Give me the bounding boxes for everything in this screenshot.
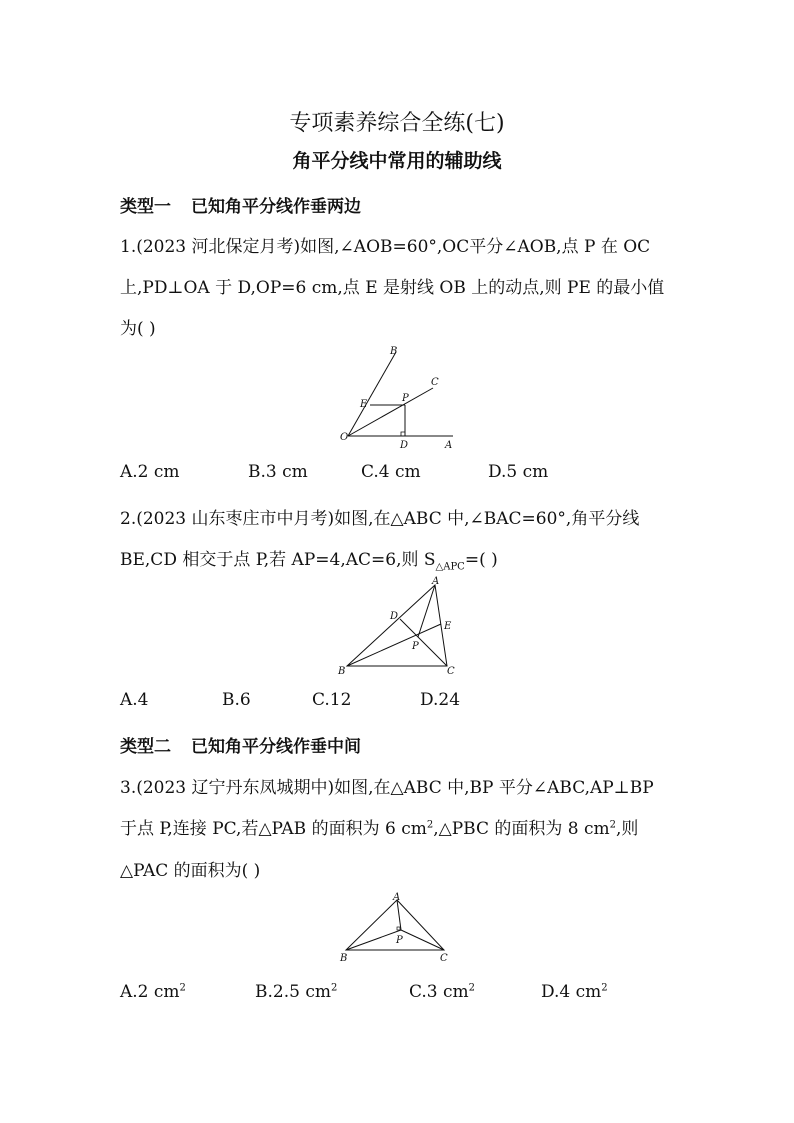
label-E: E <box>360 399 368 410</box>
q3-option-c-text: C.3 cm <box>409 982 469 1002</box>
q2-figure <box>334 574 464 680</box>
label-C: C <box>431 377 439 388</box>
q3-option-b[interactable] <box>255 982 337 1002</box>
q3-line-2-text: 于点 P,连接 PC,若△PAB 的面积为 6 cm <box>120 819 427 839</box>
q2-option-d[interactable]: D.24 <box>420 690 461 710</box>
label-C: C <box>440 953 448 964</box>
q2-option-a[interactable]: A.4 <box>120 690 149 710</box>
label-B: B <box>390 346 398 357</box>
q2-option-c[interactable]: C.12 <box>312 690 352 710</box>
q3-line-2-end: ,则 <box>616 819 639 839</box>
label-E: E <box>444 621 452 632</box>
q3-option-a[interactable] <box>120 982 186 1002</box>
segment-PC <box>401 930 444 950</box>
q3-line-3: △PAC 的面积为( ) <box>120 861 261 881</box>
q3-option-c-sup: 2 <box>468 982 476 994</box>
q1-option-c[interactable]: C.4 cm <box>361 462 421 482</box>
triangle-ABC <box>346 900 444 950</box>
label-D: D <box>390 611 399 622</box>
right-angle-mark <box>397 927 400 930</box>
triangle-ABC <box>347 585 447 666</box>
q1-option-d[interactable]: D.5 cm <box>488 462 549 482</box>
label-P: P <box>402 393 409 404</box>
ray-OB <box>348 352 396 436</box>
q2-line-2-end: =( ) <box>464 550 498 570</box>
q1-line-3: 为( ) <box>120 319 156 339</box>
q3-line-2 <box>120 814 638 839</box>
q3-option-d-sup: 2 <box>601 982 608 994</box>
bisector-BE <box>347 624 441 666</box>
label-B: B <box>338 666 346 677</box>
label-B: B <box>340 953 348 964</box>
page-subtitle: 角平分线中常用的辅助线 <box>292 150 502 172</box>
label-O: O <box>340 432 349 443</box>
right-angle-mark <box>401 432 405 436</box>
page-title: 专项素养综合全练(七) <box>289 111 505 136</box>
section-label: 类型一 <box>120 197 171 217</box>
label-A: A <box>445 440 453 451</box>
q3-option-c[interactable] <box>409 982 475 1002</box>
q3-option-b-sup: 2 <box>330 982 338 994</box>
label-P: P <box>396 935 403 946</box>
q3-line-2-mid: ,△PBC 的面积为 8 cm <box>433 819 610 839</box>
q3-option-d[interactable] <box>541 982 608 1002</box>
label-A: A <box>432 576 440 587</box>
q3-sup-2: 2 <box>609 819 616 831</box>
q3-sup-1: 2 <box>426 819 434 831</box>
q3-option-a-sup: 2 <box>179 982 186 994</box>
section-heading-1 <box>120 192 361 217</box>
q3-option-d-text: D.4 cm <box>541 982 602 1002</box>
segment-BP <box>346 930 401 950</box>
q1-option-a[interactable]: A.2 cm <box>120 462 180 482</box>
bisector-CD <box>400 619 447 666</box>
q1-figure <box>335 342 465 452</box>
q2-subscript: △APC <box>435 561 465 573</box>
q2-line-2-text: BE,CD 相交于点 P,若 AP=4,AC=6,则 S <box>120 550 436 570</box>
section-heading-2 <box>120 732 361 757</box>
section-label: 类型二 <box>120 737 171 757</box>
section-text: 已知角平分线作垂中间 <box>191 737 361 757</box>
q2-option-b[interactable]: B.6 <box>222 690 251 710</box>
label-P: P <box>412 641 419 652</box>
q3-figure <box>335 890 455 966</box>
q3-option-a-text: A.2 cm <box>120 982 180 1002</box>
q2-line-2 <box>120 545 498 572</box>
label-A: A <box>393 892 401 903</box>
q1-option-b[interactable]: B.3 cm <box>248 462 308 482</box>
label-C: C <box>447 666 455 677</box>
label-D: D <box>400 440 409 451</box>
segment-AP <box>397 900 401 930</box>
section-text: 已知角平分线作垂两边 <box>191 197 361 217</box>
q3-option-b-text: B.2.5 cm <box>255 982 331 1002</box>
ray-OC <box>348 388 433 436</box>
q1-line-2: 上,PD⊥OA 于 D,OP=6 cm,点 E 是射线 OB 上的动点,则 PE 的最小值 <box>120 278 665 298</box>
q3-line-1: 3.(2023 辽宁丹东凤城期中)如图,在△ABC 中,BP 平分∠ABC,AP⊥BP <box>120 778 654 798</box>
q1-line-1: 1.(2023 河北保定月考)如图,∠AOB=60°,OC平分∠AOB,点 P 在 OC <box>120 237 651 257</box>
q2-line-1: 2.(2023 山东枣庄市中月考)如图,在△ABC 中,∠BAC=60°,角平分线 <box>120 509 640 529</box>
